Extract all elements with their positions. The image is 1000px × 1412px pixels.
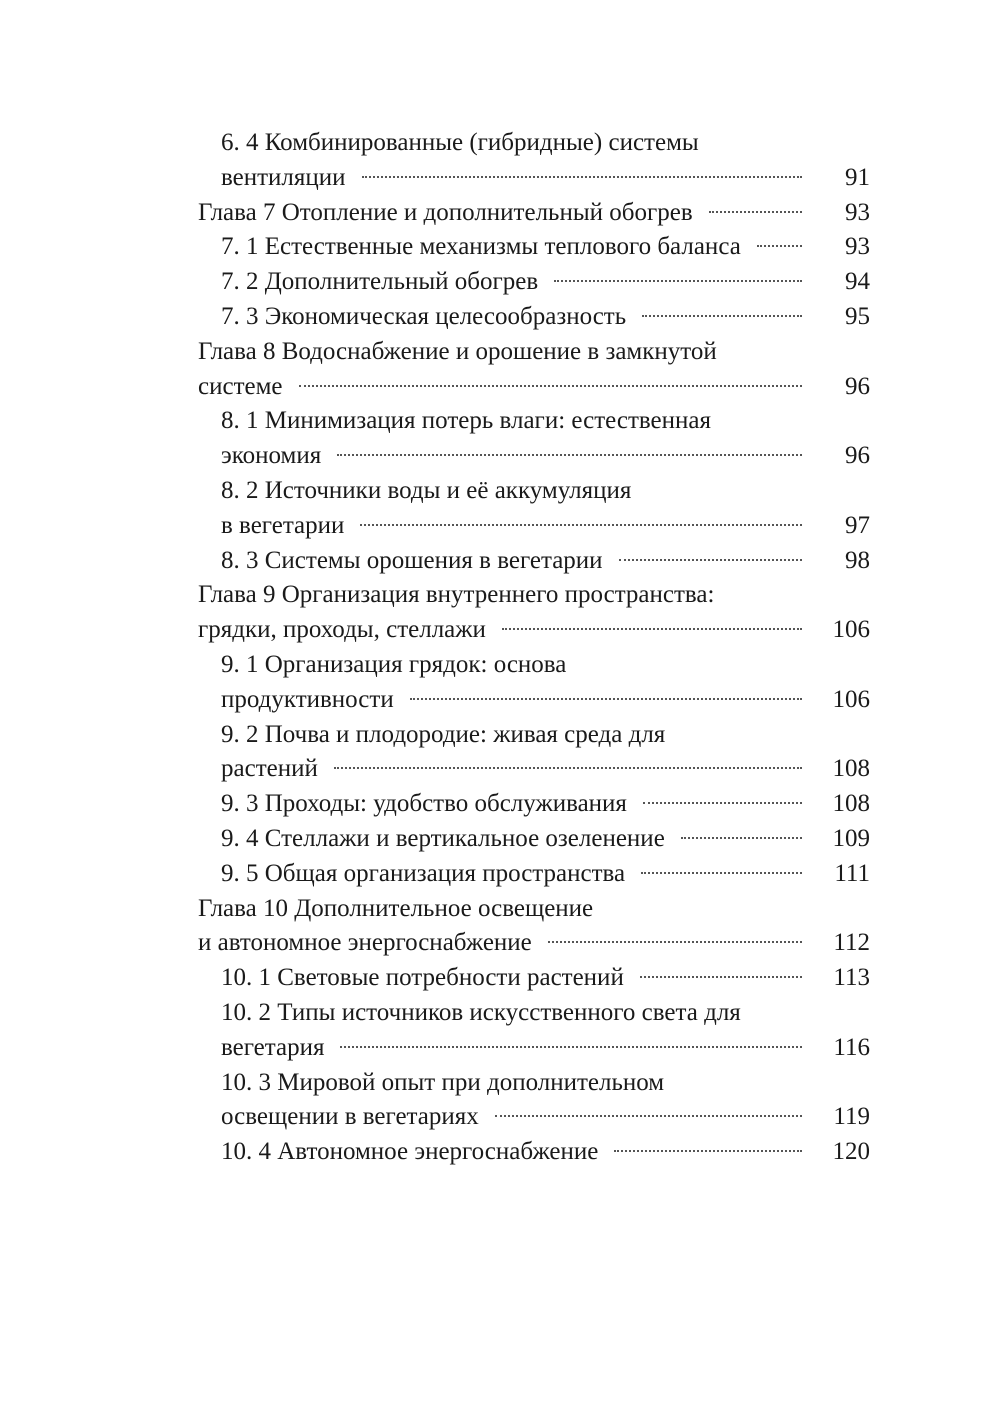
toc-entry-title: 10. 1 Световые потребности растений — [221, 964, 624, 992]
toc-line — [198, 752, 870, 787]
toc-entry-title: 9. 5 Общая организация пространства — [221, 859, 626, 887]
toc-chapter-title: Глава 7 Отопление и дополнительный обогрев — [198, 198, 693, 226]
toc-page-number: 93 — [845, 233, 870, 261]
toc-entry-title: 9. 3 Проходы: удобство обслуживания — [221, 790, 627, 818]
dot-leader — [614, 1150, 802, 1152]
dot-leader — [643, 802, 802, 804]
toc-entry-title: экономия — [221, 442, 322, 470]
toc-line — [198, 1031, 870, 1066]
toc-line — [198, 1135, 870, 1170]
dot-leader — [360, 524, 802, 526]
toc-entry-title: 9. 4 Стеллажи и вертикальное озеленение — [221, 824, 665, 852]
toc-line — [198, 404, 870, 439]
toc-line — [198, 718, 870, 753]
toc-line — [198, 683, 870, 718]
toc-entry-title: растений — [221, 755, 318, 783]
dot-leader — [642, 315, 802, 317]
toc-line — [198, 126, 870, 161]
toc-entry-title: 7. 1 Естественные механизмы теплового баланса — [221, 233, 741, 261]
dot-leader — [641, 872, 802, 874]
dot-leader — [410, 698, 802, 700]
toc-line — [198, 161, 870, 196]
toc-entry-title: 10. 3 Мировой опыт при дополнительном — [221, 1068, 665, 1096]
toc-line — [198, 578, 870, 613]
toc-line — [198, 439, 870, 474]
toc-line — [198, 926, 870, 961]
toc-entry-title: 8. 3 Системы орошения в вегетарии — [221, 546, 603, 574]
dot-leader — [502, 628, 802, 630]
toc-page-number: 106 — [832, 685, 870, 713]
toc-chapter-title: Глава 10 Дополнительное освещение — [198, 894, 594, 922]
toc-line — [198, 961, 870, 996]
toc-page-number: 108 — [832, 755, 870, 783]
dot-leader — [548, 941, 802, 943]
toc-page-number: 111 — [834, 859, 870, 887]
toc-line — [198, 230, 870, 265]
toc-entry-title: продуктивности — [221, 685, 394, 713]
dot-leader — [337, 454, 802, 456]
dot-leader — [681, 837, 802, 839]
toc-line — [198, 613, 870, 648]
toc-page-number: 95 — [845, 302, 870, 330]
toc-entry-title: вентиляции — [221, 163, 346, 191]
dot-leader — [757, 245, 802, 247]
toc-chapter-title: грядки, проходы, стеллажи — [198, 616, 486, 644]
toc-page-number: 119 — [833, 1103, 870, 1131]
toc-page-number: 116 — [833, 1033, 870, 1061]
dot-leader — [709, 211, 802, 213]
toc-page-number: 91 — [845, 163, 870, 191]
toc-line — [198, 265, 870, 300]
toc-entry-title: в вегетарии — [221, 511, 345, 539]
table-of-contents — [198, 126, 870, 1170]
toc-line — [198, 822, 870, 857]
toc-page-number: 106 — [832, 616, 870, 644]
toc-entry-title: 6. 4 Комбинированные (гибридные) системы — [221, 129, 699, 156]
toc-page-number: 113 — [833, 964, 870, 992]
toc-line — [198, 196, 870, 231]
toc-entry-title: 7. 3 Экономическая целесообразность — [221, 302, 627, 330]
toc-entry-title: 10. 4 Автономное энергоснабжение — [221, 1138, 599, 1166]
toc-entry-title: 7. 2 Дополнительный обогрев — [221, 268, 539, 296]
toc-line — [198, 509, 870, 544]
toc-line — [198, 300, 870, 335]
toc-entry-title: 10. 2 Типы источников искусственного света для — [221, 998, 741, 1026]
dot-leader — [640, 976, 802, 978]
toc-line — [198, 1066, 870, 1101]
toc-line — [198, 370, 870, 405]
toc-entry-title: 8. 1 Минимизация потерь влаги: естественная — [221, 407, 711, 435]
dot-leader — [362, 176, 802, 178]
toc-line — [198, 335, 870, 370]
toc-entry-title: вегетария — [221, 1033, 325, 1061]
toc-line — [198, 544, 870, 579]
toc-page-number: 94 — [845, 268, 870, 296]
toc-entry-title: 9. 2 Почва и плодородие: живая среда для — [221, 720, 666, 748]
dot-leader — [299, 385, 802, 387]
toc-line — [198, 892, 870, 927]
toc-page-number: 96 — [845, 372, 870, 400]
dot-leader — [619, 559, 802, 561]
toc-page-number: 112 — [833, 929, 870, 957]
toc-entry-title: 8. 2 Источники воды и её аккумуляция — [221, 476, 632, 504]
toc-chapter-title: Глава 9 Организация внутреннего пространства: — [198, 581, 715, 609]
toc-line — [198, 1100, 870, 1135]
toc-page-number: 108 — [832, 790, 870, 818]
toc-line — [198, 787, 870, 822]
toc-page-number: 98 — [845, 546, 870, 574]
toc-chapter-title: Глава 8 Водоснабжение и орошение в замкнутой — [198, 337, 717, 365]
toc-line — [198, 474, 870, 509]
toc-page-number: 93 — [845, 198, 870, 226]
toc-entry-title: освещении в вегетариях — [221, 1103, 479, 1131]
toc-chapter-title: и автономное энергоснабжение — [198, 929, 532, 957]
toc-line — [198, 996, 870, 1031]
toc-page-number: 120 — [832, 1138, 870, 1166]
dot-leader — [334, 767, 802, 769]
toc-chapter-title: системе — [198, 372, 283, 400]
toc-line — [198, 648, 870, 683]
toc-page-number: 109 — [832, 824, 870, 852]
dot-leader — [554, 280, 802, 282]
toc-entry-title: 9. 1 Организация грядок: основа — [221, 650, 567, 678]
dot-leader — [495, 1115, 802, 1117]
dot-leader — [340, 1046, 802, 1048]
toc-page-number: 97 — [845, 511, 870, 539]
toc-page-number: 96 — [845, 442, 870, 470]
toc-line — [198, 857, 870, 892]
